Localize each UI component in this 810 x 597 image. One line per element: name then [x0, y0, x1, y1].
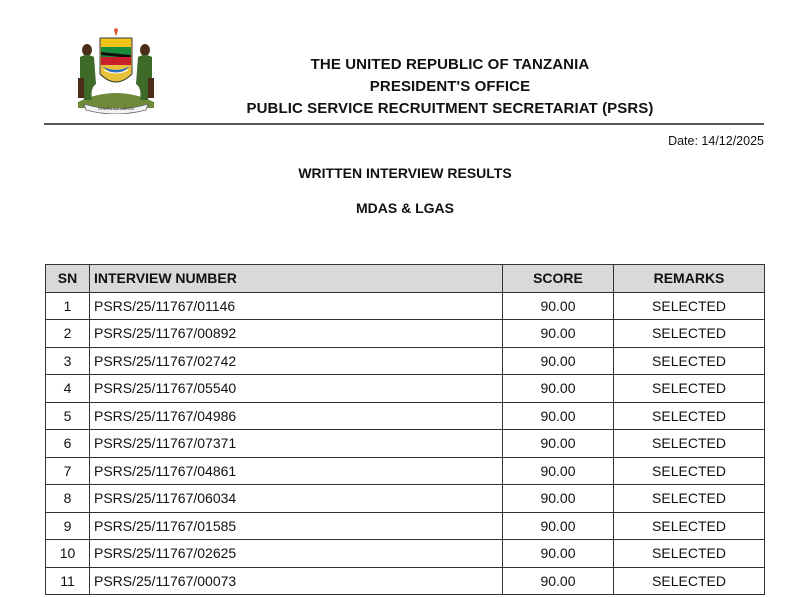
- cell-remarks: SELECTED: [614, 402, 765, 430]
- cell-interview-number: PSRS/25/11767/04986: [90, 402, 503, 430]
- cell-sn: 3: [46, 347, 90, 375]
- cell-remarks: SELECTED: [614, 567, 765, 595]
- table-row: [46, 292, 765, 320]
- cell-sn: 5: [46, 402, 90, 430]
- cell-score: 90.00: [503, 347, 614, 375]
- document-date: Date: 14/12/2025: [668, 134, 764, 148]
- cell-sn: 11: [46, 567, 90, 595]
- table-row: [46, 375, 765, 403]
- cell-remarks: SELECTED: [614, 430, 765, 458]
- column-header-remarks: REMARKS: [614, 265, 765, 293]
- cell-remarks: SELECTED: [614, 485, 765, 513]
- table-row: [46, 347, 765, 375]
- cell-interview-number: PSRS/25/11767/04861: [90, 457, 503, 485]
- document-subtitle: MDAS & LGAS: [356, 200, 454, 216]
- cell-score: 90.00: [503, 292, 614, 320]
- cell-score: 90.00: [503, 430, 614, 458]
- table-row: [46, 512, 765, 540]
- cell-interview-number: PSRS/25/11767/06034: [90, 485, 503, 513]
- cell-score: 90.00: [503, 485, 614, 513]
- cell-sn: 7: [46, 457, 90, 485]
- cell-interview-number: PSRS/25/11767/01585: [90, 512, 503, 540]
- cell-remarks: SELECTED: [614, 347, 765, 375]
- table-row: [46, 567, 765, 595]
- svg-text:UHURU NA UMOJA: UHURU NA UMOJA: [97, 106, 135, 111]
- table-row: [46, 540, 765, 568]
- header-divider: [44, 123, 764, 125]
- table-row: [46, 430, 765, 458]
- cell-remarks: SELECTED: [614, 292, 765, 320]
- coat-of-arms-emblem: [70, 24, 162, 114]
- document-title: WRITTEN INTERVIEW RESULTS: [298, 165, 512, 181]
- cell-sn: 4: [46, 375, 90, 403]
- cell-score: 90.00: [503, 540, 614, 568]
- column-header-interview-number: INTERVIEW NUMBER: [90, 265, 503, 293]
- cell-remarks: SELECTED: [614, 540, 765, 568]
- cell-score: 90.00: [503, 457, 614, 485]
- cell-score: 90.00: [503, 402, 614, 430]
- cell-sn: 8: [46, 485, 90, 513]
- cell-interview-number: PSRS/25/11767/02742: [90, 347, 503, 375]
- cell-sn: 2: [46, 320, 90, 348]
- cell-remarks: SELECTED: [614, 320, 765, 348]
- table-row: [46, 320, 765, 348]
- cell-remarks: SELECTED: [614, 512, 765, 540]
- cell-score: 90.00: [503, 320, 614, 348]
- table-row: [46, 402, 765, 430]
- cell-score: 90.00: [503, 375, 614, 403]
- cell-interview-number: PSRS/25/11767/05540: [90, 375, 503, 403]
- cell-remarks: SELECTED: [614, 375, 765, 403]
- table-row: [46, 485, 765, 513]
- cell-sn: 1: [46, 292, 90, 320]
- cell-sn: 10: [46, 540, 90, 568]
- cell-interview-number: PSRS/25/11767/07371: [90, 430, 503, 458]
- cell-score: 90.00: [503, 567, 614, 595]
- cell-sn: 6: [46, 430, 90, 458]
- office-name: PRESIDENT'S OFFICE: [369, 78, 531, 95]
- cell-remarks: SELECTED: [614, 457, 765, 485]
- cell-sn: 9: [46, 512, 90, 540]
- column-header-score: SCORE: [503, 265, 614, 293]
- column-header-sn: SN: [46, 265, 90, 293]
- country-name: THE UNITED REPUBLIC OF TANZANIA: [310, 56, 590, 73]
- secretariat-name: PUBLIC SERVICE RECRUITMENT SECRETARIAT (PSRS): [246, 100, 654, 117]
- cell-score: 90.00: [503, 512, 614, 540]
- results-table: [45, 264, 765, 595]
- cell-interview-number: PSRS/25/11767/01146: [90, 292, 503, 320]
- cell-interview-number: PSRS/25/11767/00073: [90, 567, 503, 595]
- table-row: [46, 457, 765, 485]
- cell-interview-number: PSRS/25/11767/00892: [90, 320, 503, 348]
- cell-interview-number: PSRS/25/11767/02625: [90, 540, 503, 568]
- header-block: [190, 54, 710, 120]
- table-header-row: [46, 265, 765, 293]
